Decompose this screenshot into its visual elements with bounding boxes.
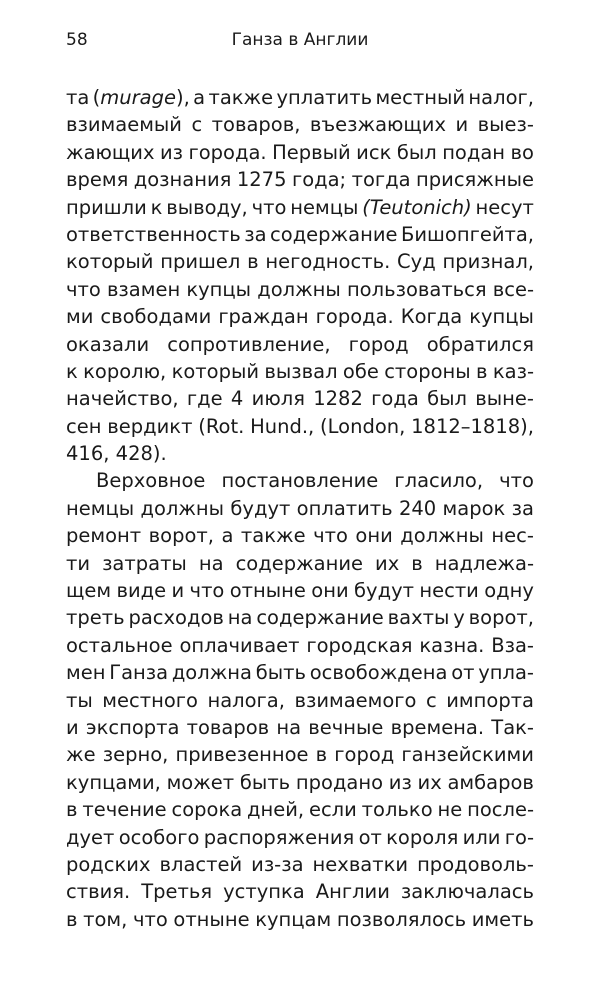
word: может [166,770,235,794]
word: распоряжения [203,825,355,849]
word: оплатить [296,496,393,520]
word: взамен [106,277,181,301]
word: что [132,907,168,931]
word: города. [315,305,394,329]
word: налог, [468,86,534,109]
word: ты [66,688,93,712]
word: город [334,743,395,767]
word: том, [83,907,128,931]
word: у [453,606,465,630]
word: а [193,86,206,109]
word: будут [354,579,414,603]
word: их [417,770,442,794]
text-line [66,659,534,686]
word: ствия. [66,880,131,904]
text-line [66,385,534,412]
word: нес- [491,524,534,548]
word: что [251,195,287,219]
text-line [66,522,534,549]
word: содержание [235,551,364,575]
word: остальное [66,633,173,657]
word: затраты [102,551,187,575]
word: который [171,359,260,383]
word: отныне [173,907,250,931]
word: выводу, [166,195,248,219]
word: и [455,113,469,137]
word: содержание [256,606,384,630]
text-line [66,824,534,851]
word: должны [257,277,341,301]
word: 1282 [313,387,363,411]
word: к [66,359,78,383]
word: вечные [308,715,384,739]
word: дует [66,825,115,849]
word: оказали [66,332,150,356]
word: ти [66,551,91,575]
word: за [511,496,534,520]
word: признал, [442,250,534,274]
word: ворот, [148,524,214,548]
word: немцы [66,496,135,520]
word: (London, [320,414,406,438]
word: (Teutonich) [362,195,472,219]
word: вердикт [107,414,193,438]
word: Когда [400,305,463,329]
word: был [427,387,467,411]
word: в [476,359,488,383]
word: а [221,524,234,548]
word: во [510,140,534,164]
text-line [66,84,534,111]
word: экспорта [85,715,180,739]
word: тогда [351,168,411,192]
word: (Rot. [198,414,245,438]
word: где [186,387,223,411]
word: треть [66,606,125,630]
word: с [426,688,437,712]
word: виде [116,579,167,603]
text-line [66,550,534,577]
word: импорта [446,688,534,712]
word: Вза- [491,633,534,657]
word: присяжные [416,168,534,192]
text-line [66,358,534,385]
word: года [371,387,419,411]
word: Первый [272,140,351,164]
text-line [66,741,534,768]
word: постановление [221,469,379,493]
word: родских [66,852,151,876]
word: и [171,579,185,603]
text-line [66,248,534,275]
word: отныне [229,579,306,603]
word: должны [400,524,484,548]
word: нести [419,579,479,603]
word: купцам [255,907,332,931]
word: властей [159,852,243,876]
word: Так- [491,715,534,739]
word: город [348,332,409,356]
word: упла- [478,661,534,685]
word: зерно, [102,743,169,767]
word: надлежа- [434,551,534,575]
word: из [388,770,412,794]
text-line [66,769,534,796]
word: ганзейскими [401,743,534,767]
word: обратился [426,332,534,356]
word: будут [230,496,291,520]
word: та [66,86,90,109]
word: 1275 [236,168,287,192]
word: на [276,715,302,739]
word: ремонт [66,524,142,548]
word: пришли [66,195,147,219]
text-line [66,878,534,905]
word: который [66,250,154,274]
word: не [437,798,463,822]
word: уплатить [276,86,373,109]
word: Бишопгейта, [401,222,534,246]
word: взимаемого [294,688,417,712]
word: иметь [471,907,534,931]
word: казна. [419,633,485,657]
word: из-за [251,852,304,876]
word: Суд [397,250,436,274]
text-line [66,139,534,166]
text-line [66,331,534,358]
word: продано [295,770,384,794]
word: что [66,277,101,301]
text-line [66,906,534,933]
word: или [462,825,501,849]
word: Ганза [109,661,169,685]
text-line [66,714,534,741]
word: граждан [218,305,309,329]
word: местного [102,688,198,712]
word: (murage), [92,86,190,109]
word: взимаемый [66,113,182,137]
word: дознания [133,168,232,192]
text-line [66,276,534,303]
word: пользоваться [346,277,487,301]
word: в [247,250,259,274]
word: ми [66,305,94,329]
word: они [355,524,393,548]
text-line [66,687,534,714]
word: они [311,579,349,603]
word: марок [442,496,506,520]
word: Верховное [96,469,206,493]
word: должна [171,661,252,685]
text-line [66,796,534,823]
word: начейство, [66,387,179,411]
word: от [358,825,382,849]
text-line [66,495,534,522]
word: и [66,715,79,739]
word: ответственность [66,222,241,246]
word: быть [255,661,306,685]
word: за [244,222,267,246]
text-line [66,194,534,221]
word: стороны [384,359,471,383]
word: расходов [128,606,224,630]
word: вахты [387,606,450,630]
word: товаров, [211,113,301,137]
text-line [66,632,534,659]
body-text [66,84,534,933]
word: содержание [270,222,398,246]
word: товаров [186,715,270,739]
word: был [396,140,437,164]
text-line [66,413,534,440]
word: иск [356,140,392,164]
text-line [66,851,534,878]
word: 428). [115,442,167,466]
word: го- [504,825,534,849]
word: выне- [475,387,534,411]
text-line [66,467,534,494]
word: короля [386,825,459,849]
word: королю, [83,359,167,383]
page-header [66,30,534,56]
text-line [66,604,534,631]
word: негодность. [265,250,391,274]
word: Hund., [250,414,315,438]
word: продоволь- [417,852,534,876]
word: сопротивление, [167,332,331,356]
word: Англии [315,880,390,904]
word: налога, [207,688,285,712]
word: сорока [171,798,243,822]
word: что [499,469,534,493]
word: дней, [247,798,305,822]
text-line [66,221,534,248]
word: гласило, [394,469,484,493]
word: местный [375,86,466,109]
word: что [189,579,225,603]
word: течение [82,798,167,822]
word: подан [442,140,506,164]
word: купцы [186,277,252,301]
word: июля [251,387,305,411]
word: также [208,86,274,109]
word: обе [342,359,379,383]
word: вызвал [264,359,338,383]
word: в [66,907,78,931]
word: же [66,743,96,767]
word: пришел [160,250,241,274]
word: купцами, [66,770,161,794]
word: должны [140,496,225,520]
word: городская [306,633,413,657]
text-line [66,440,534,467]
word: 4 [230,387,244,411]
word: несут [475,195,534,219]
word: освобождена [309,661,448,685]
word: сен [66,414,102,438]
word: в [66,798,78,822]
word: все- [492,277,534,301]
word: к [150,195,163,219]
word: заключалась [400,880,534,904]
word: времена. [390,715,485,739]
word: позволялось [336,907,467,931]
word: года; [291,168,347,192]
word: каз- [492,359,534,383]
word: после- [467,798,534,822]
word: только [361,798,433,822]
word: города. [188,140,267,164]
word: их [375,551,400,575]
word: купцы [469,305,534,329]
word: из [159,140,184,164]
text-line [66,111,534,138]
word: уступка [223,880,305,904]
word: ворот, [468,606,534,630]
word: жающих [66,140,155,164]
word: 1812–1818), [411,414,534,438]
word: если [308,798,357,822]
word: от [451,661,475,685]
word: также [240,524,306,548]
word: свободами [100,305,212,329]
word: время [66,168,129,192]
text-line [66,303,534,330]
word: немцы [290,195,359,219]
word: на [198,551,224,575]
word: въезжающих [309,113,447,137]
word: особого [118,825,200,849]
word: выез- [477,113,534,137]
running-title: Ганза в Англии [231,30,369,50]
word: одну [484,579,534,603]
word: быть [239,770,291,794]
word: в [315,743,328,767]
word: мен [66,661,106,685]
word: 240 [398,496,437,520]
word: с [191,113,203,137]
word: щем [66,579,112,603]
text-line [66,166,534,193]
word: привезенное [175,743,309,767]
word: амбаров [447,770,534,794]
page-number: 58 [66,30,88,50]
word: нехватки [312,852,409,876]
text-line [66,577,534,604]
word: в [411,551,423,575]
word: Третья [141,880,213,904]
word: на [227,606,253,630]
word: что [313,524,348,548]
word: оплачивает [179,633,300,657]
word: 416, [66,442,110,466]
